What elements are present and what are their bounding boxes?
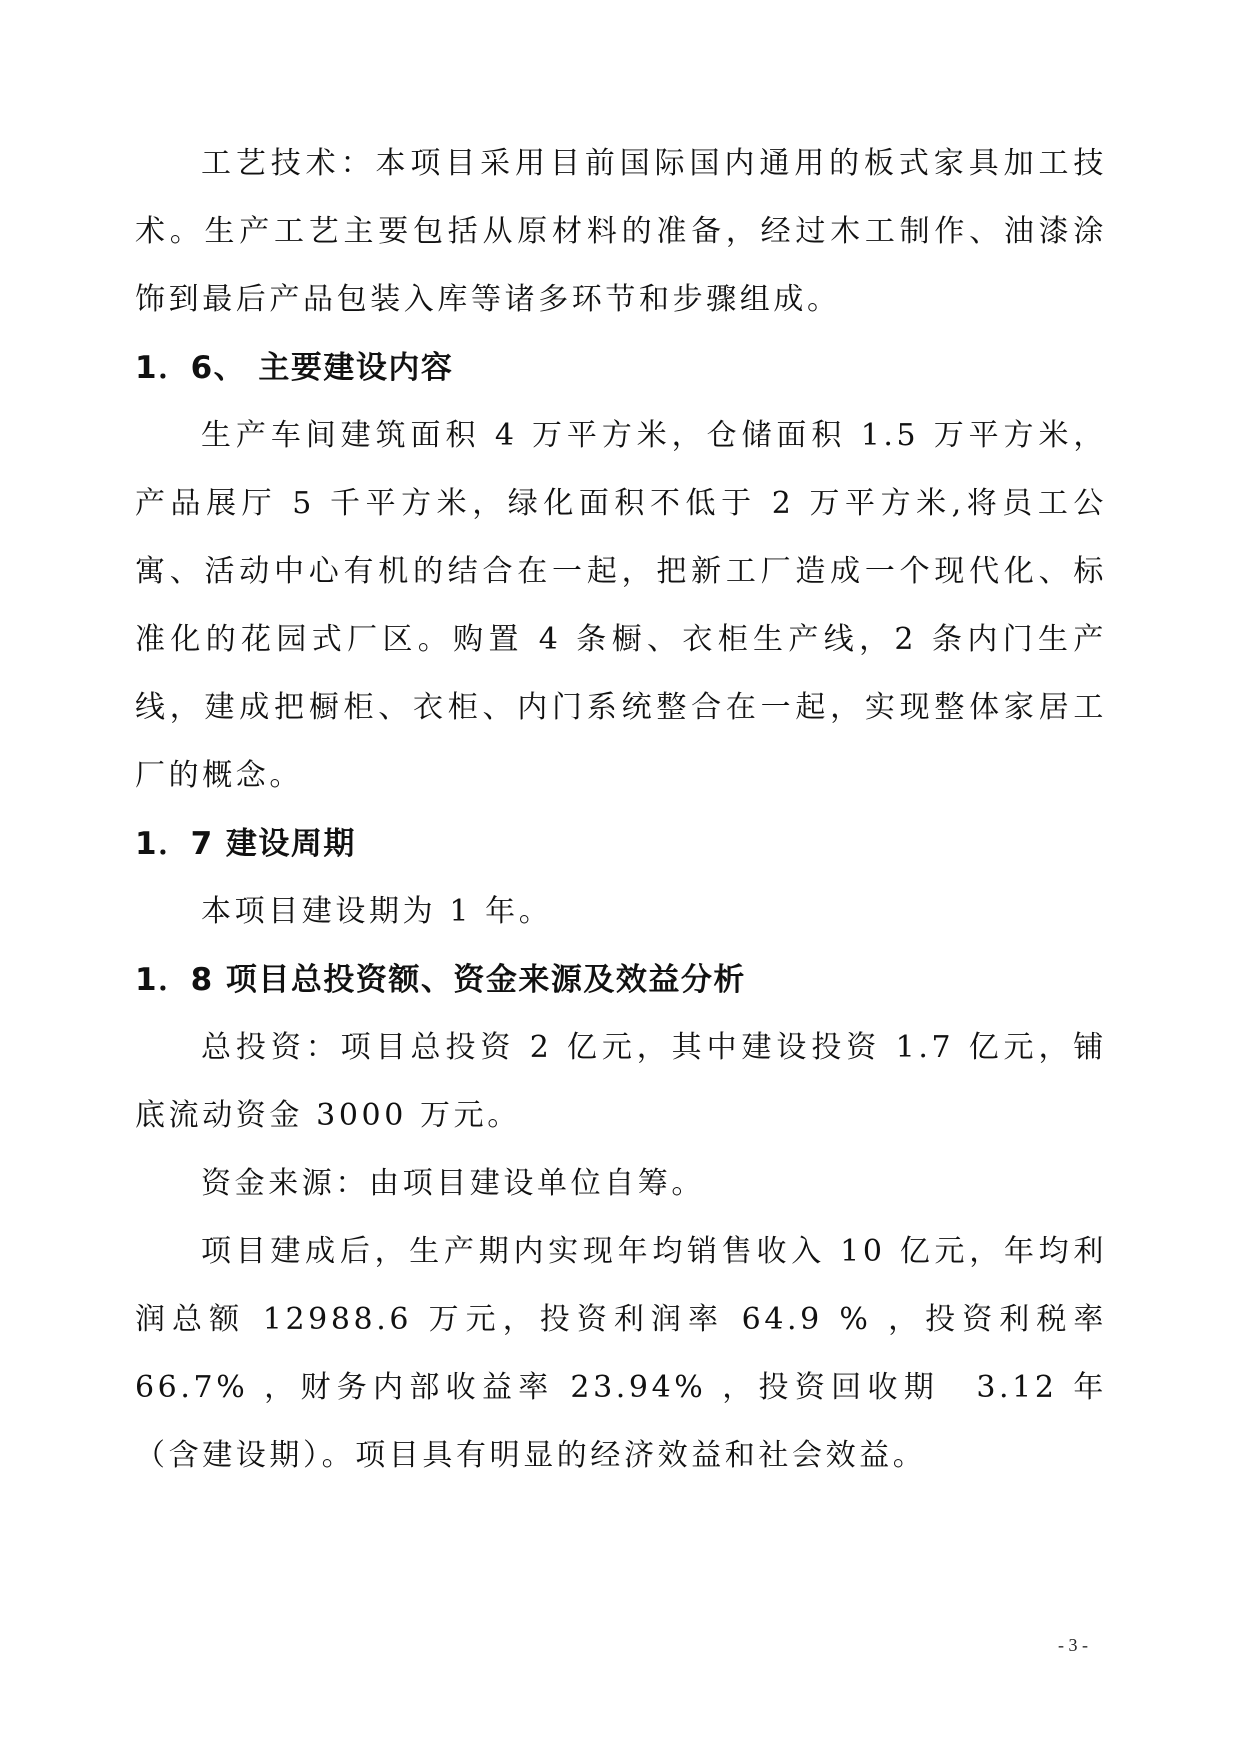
paragraph-benefit-analysis: 项目建成后，生产期内实现年均销售收入 10 亿元，年均利润总额 12988.6 万元，投资利润率 64.9 % ，投资利税率 66.7% ，财务内部收益率 23.94% ，投资回收期 3.12 年（含建设期）。项目具有明显的经济效益和社会效益。 <box>135 1234 1107 1473</box>
page-content <box>135 130 1107 1490</box>
paragraph-funding-source: 资金来源：由项目建设单位自筹。 <box>201 1166 705 1201</box>
heading-investment-analysis: 1．8 项目总投资额、资金来源及效益分析 <box>135 962 746 998</box>
paragraph-construction-content: 生产车间建筑面积 4 万平方米，仓储面积 1.5 万平方米，产品展厅 5 千平方米，绿化面积不低于 2 万平方米,将员工公寓、活动中心有机的结合在一起，把新工厂造成一个现代化、标准化的花园式厂区。购置 4 条橱、衣柜生产线，2 条内门生产线，建成把橱柜、衣柜、内门系统整合在一起，实现整体家居工厂的概念。 <box>135 418 1107 793</box>
paragraph-total-investment: 总投资：项目总投资 2 亿元，其中建设投资 1.7 亿元，铺底流动资金 3000 万元。 <box>135 1030 1107 1133</box>
page-number: - 3 - <box>1058 1635 1088 1655</box>
paragraph-process-technology: 工艺技术：本项目采用目前国际国内通用的板式家具加工技术。生产工艺主要包括从原材料的准备，经过木工制作、油漆涂饰到最后产品包装入库等诸多环节和步骤组成。 <box>135 146 1107 317</box>
heading-main-construction: 1．6、 主要建设内容 <box>135 350 454 386</box>
heading-construction-period: 1．7 建设周期 <box>135 826 356 862</box>
paragraph-construction-period: 本项目建设期为 1 年。 <box>201 894 553 929</box>
